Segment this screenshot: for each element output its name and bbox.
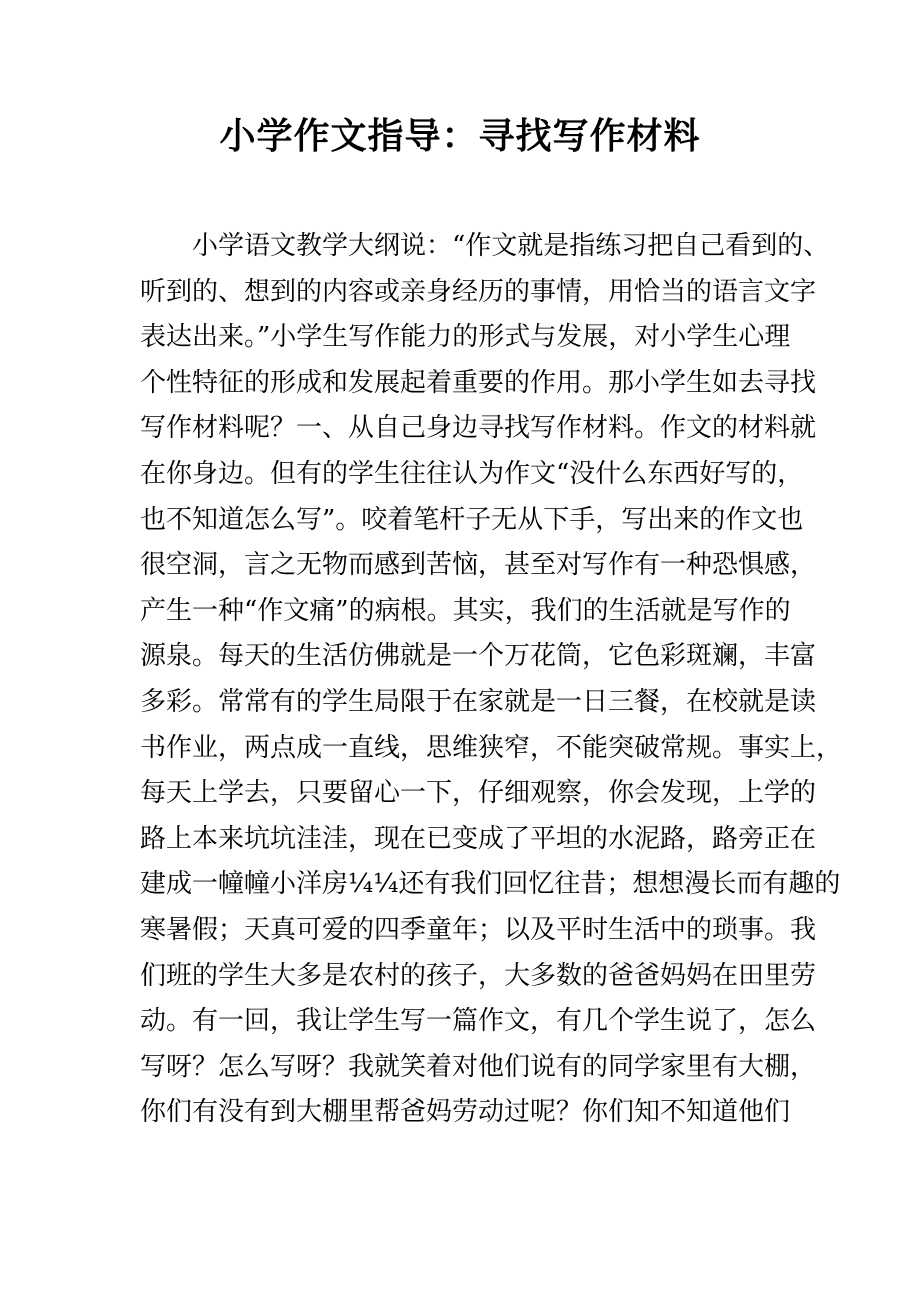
paragraph-line: 表达出来。”小学生写作能力的形式与发展，对小学生心理 — [140, 322, 791, 353]
paragraph-line: 动。有一回，我让学生写一篇作文，有几个学生说了，怎么 — [140, 1006, 817, 1037]
paragraph-line: 路上本来坑坑洼洼，现在已变成了平坦的水泥路，路旁正在 — [140, 823, 817, 854]
paragraph-line: 写呀？怎么写呀？我就笑着对他们说有的同学家里有大棚， — [140, 1051, 817, 1082]
paragraph-line: 书作业，两点成一直线，思维狭窄，不能突破常规。事实上， — [140, 732, 843, 763]
paragraph-line: 也不知道怎么写”。咬着笔杆子无从下手，写出来的作文也 — [140, 504, 804, 535]
paragraph-line: 们班的学生大多是农村的孩子，大多数的爸爸妈妈在田里劳 — [140, 960, 817, 991]
paragraph-line: 个性特征的形成和发展起着重要的作用。那小学生如去寻找 — [140, 367, 817, 398]
paragraph-line: 每天上学去，只要留心一下，仔细观察，你会发现，上学的 — [140, 778, 817, 809]
paragraph-line: 听到的、想到的内容或亲身经历的事情，用恰当的语言文字 — [140, 276, 817, 307]
paragraph-line: 多彩。常常有的学生局限于在家就是一日三餐，在校就是读 — [140, 686, 817, 717]
paragraph-line: 在你身边。但有的学生往往认为作文“没什么东西好写的， — [140, 458, 804, 489]
paragraph-line: 很空洞，言之无物而感到苦恼，甚至对写作有一种恐惧感， — [140, 550, 817, 581]
paragraph-line: 写作材料呢？一、从自己身边寻找写作材料。作文的材料就 — [140, 413, 817, 444]
paragraph-line: 产生一种“作文痛”的病根。其实，我们的生活就是写作的 — [140, 595, 791, 626]
page-title: 小学作文指导：寻找写作材料 — [219, 115, 701, 157]
paragraph-line: 源泉。每天的生活仿佛就是一个万花筒，它色彩斑斓，丰富 — [140, 641, 817, 672]
article-body — [140, 224, 843, 1136]
paragraph-line: 小学语文教学大纲说：“作文就是指练习把自己看到的、 — [192, 231, 830, 261]
paragraph-line: 你们有没有到大棚里帮爸妈劳动过呢？你们知不知道他们 — [140, 1097, 791, 1128]
paragraph-line: 建成一幢幢小洋房¼¼还有我们回忆往昔；想想漫长而有趣的 — [140, 869, 841, 900]
paragraph-line: 寒暑假；天真可爱的四季童年；以及平时生活中的琐事。我 — [140, 914, 817, 945]
